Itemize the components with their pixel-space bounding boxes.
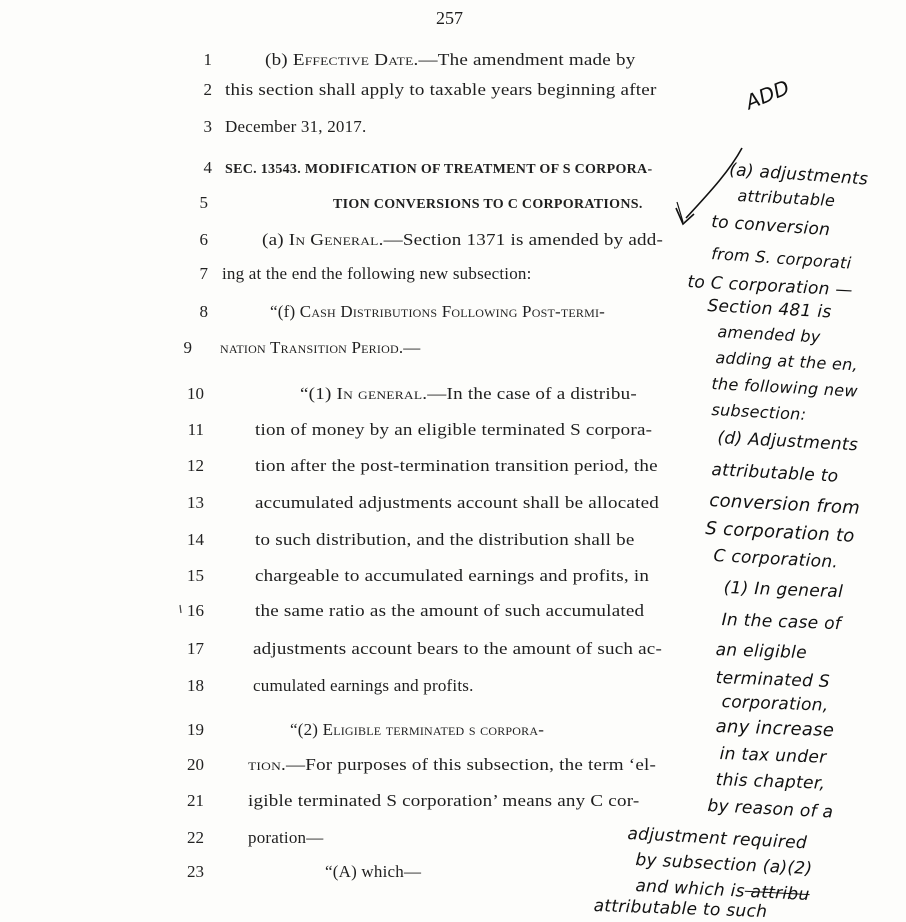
text-run: .—For purposes of this subsection, the term ‘el- — [281, 755, 657, 774]
text-run: (b) — [265, 50, 293, 69]
handwritten-text: corporation, — [721, 692, 829, 716]
line-number: 13 — [187, 493, 204, 512]
handwritten-text: (d) Adjustments — [716, 428, 859, 456]
text-run: .—The amendment made by — [413, 50, 636, 69]
handwritten-text: S corporation to — [704, 518, 856, 547]
text-run: .—In the case of a distribu- — [422, 384, 637, 403]
text-run: this section shall apply to taxable years beginning after — [225, 80, 657, 99]
section-heading: TION CONVERSIONS TO C CORPORATIONS. — [333, 197, 643, 212]
section-heading: SEC. 13543. MODIFICATION OF TREATMENT OF S CORPORA- — [225, 162, 653, 177]
handwritten-text: by reason of a — [706, 796, 834, 823]
small-caps-heading: tion — [248, 755, 282, 774]
text-run: (a) — [262, 230, 289, 249]
line-number: 7 — [199, 264, 208, 283]
handwritten-text: amended by — [717, 322, 822, 347]
insertion-arrow — [686, 148, 742, 218]
line-number: 18 — [187, 676, 204, 695]
text-run: .—Section 1371 is amended by add- — [378, 230, 664, 249]
handwritten-text: in tax under — [719, 744, 827, 768]
handwritten-text: subsection: — [711, 400, 807, 424]
text-run: to such distribution, and the distribution shall be — [255, 530, 635, 549]
line-number: 9 — [183, 338, 192, 357]
handwritten-text: attributable — [737, 186, 836, 211]
text-run: poration— — [248, 828, 324, 847]
line-number: 19 — [187, 720, 204, 739]
small-caps-heading: Eligible terminated s corpora- — [322, 720, 545, 739]
line-number: 20 — [187, 755, 204, 774]
line-number: 14 — [187, 530, 204, 549]
handwritten-text: to C corporation — — [686, 272, 854, 301]
text-run: chargeable to accumulated earnings and profits, in — [255, 566, 650, 585]
handwritten-text: from S. corporati — [710, 244, 852, 273]
text-run: “(f) — [270, 302, 300, 321]
handwritten-text: terminated S — [715, 668, 831, 692]
handwritten-text: adjustment required — [626, 824, 808, 854]
text-run: igible terminated S corporation’ means any C cor- — [248, 791, 640, 810]
page-number: 257 — [436, 8, 463, 28]
text-run: adjustments account bears to the amount of such ac- — [253, 639, 663, 658]
line-number: 22 — [187, 828, 204, 847]
text-run: December 31, 2017. — [225, 117, 367, 136]
line-number: 12 — [187, 456, 204, 475]
handwritten-text: ADD — [742, 74, 794, 115]
handwritten-text: any increase — [715, 716, 835, 742]
text-run: “(2) — [290, 720, 323, 739]
struck-handwritten-text: attribu — [744, 881, 811, 906]
text-run: .— — [398, 338, 421, 357]
handwritten-text: attributable to such — [593, 896, 768, 922]
line-number: 21 — [187, 791, 204, 810]
line-number: 16 — [187, 601, 204, 620]
small-caps-heading: Cash Distributions Following Post-termi- — [299, 302, 606, 321]
line-number: 4 — [203, 158, 212, 177]
line-number: 11 — [187, 420, 204, 439]
margin-dot — [180, 605, 181, 613]
small-caps-heading: In General — [288, 230, 379, 249]
handwritten-text: an eligible — [715, 640, 808, 664]
line-number: 8 — [199, 302, 208, 321]
line-number: 6 — [199, 230, 208, 249]
text-run: ing at the end the following new subsection: — [222, 264, 532, 283]
text-run: “(A) which— — [325, 862, 422, 881]
text-run: cumulated earnings and profits. — [253, 676, 474, 695]
arrow-head — [676, 208, 694, 224]
text-run: tion of money by an eligible terminated S corpora- — [255, 420, 653, 439]
line-number: 23 — [187, 862, 204, 881]
handwritten-text: C corporation. — [712, 546, 839, 573]
handwritten-text: attributable to — [710, 460, 839, 487]
text-run: the same ratio as the amount of such accumulated — [255, 601, 645, 620]
text-run: accumulated adjustments account shall be allocated — [255, 493, 660, 512]
line-number: 3 — [203, 117, 212, 136]
text-run: tion after the post-termination transition period, the — [255, 456, 658, 475]
handwritten-text: (a) adjustments — [728, 160, 869, 190]
handwritten-text: and which is — [634, 876, 746, 902]
line-number: 15 — [187, 566, 204, 585]
handwritten-text: (1) In general — [723, 578, 844, 603]
line-number: 17 — [187, 639, 204, 658]
handwritten-text: conversion from — [708, 490, 861, 519]
line-number: 5 — [199, 193, 208, 212]
handwritten-text: Section 481 is — [706, 296, 833, 323]
line-number: 10 — [187, 384, 204, 403]
handwritten-text: to conversion — [710, 212, 831, 241]
handwritten-text: adding at the en, — [715, 348, 859, 375]
handwritten-text: by subsection (a)(2) — [634, 850, 813, 880]
small-caps-heading: In general — [336, 384, 423, 403]
handwritten-text: the following new — [711, 374, 859, 401]
small-caps-heading: nation Transition Period — [220, 338, 399, 357]
line-number: 2 — [203, 80, 212, 99]
text-run: “(1) — [300, 384, 337, 403]
handwritten-text: In the case of — [721, 610, 842, 635]
handwritten-text: this chapter, — [715, 770, 826, 794]
line-number: 1 — [203, 50, 212, 69]
small-caps-heading: Effective Date — [292, 50, 414, 69]
